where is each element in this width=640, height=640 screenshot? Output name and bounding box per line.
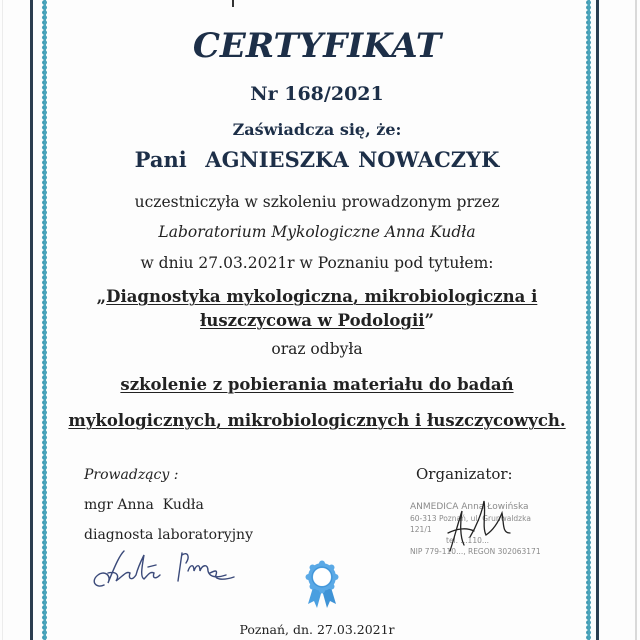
instructor-name: mgr Anna Kudła [84,497,204,513]
close-quote: ” [424,311,434,330]
border-dark-left [30,0,33,640]
extra-training-line-1-text: szkolenie z pobierania materiału do badań [120,375,514,394]
course-title-line-1-text: Diagnostyka mykologiczna, mikrobiologiczna i [106,287,538,306]
scan-edge-right [635,0,637,640]
scan-edge-left [2,0,3,640]
organizer-label: Organizator: [416,465,513,483]
certificate-title: CERTYFIKAT [192,26,442,66]
and-text: oraz odbyła [271,340,363,358]
participation-text: uczestniczyła w szkoleniu prowadzonym przez [134,193,500,211]
instructor-label: Prowadzący : [84,467,179,483]
course-title-line-1 [48,285,586,309]
stamp-line-3: tel. ...110... [446,536,490,545]
recipient-name [48,147,586,172]
top-ornament-mark [232,0,234,7]
extra-training-line-1 [48,367,586,403]
award-rosette-icon [304,560,340,612]
date-place-text: w dniu 27.03.2021r w Poznaniu pod tytułem: [140,254,494,272]
certificate-number: Nr 168/2021 [250,83,384,105]
border-dark-right [596,0,599,640]
attestation-text: Zaświadcza się, że: [232,120,402,139]
course-title-line-2 [48,309,586,333]
open-quote: „ [96,287,107,306]
stamp-line-4: NIP 779-110..., REGON 302063171 [410,547,541,556]
recipient-name-text: Pani AGNIESZKA NOWACZYK [134,147,500,172]
extra-training [48,367,586,439]
border-teal-scalloped-left [42,0,47,640]
extra-training-line-2-text: mykologicznych, mikrobiologicznych i łuszczycowych. [68,411,566,430]
instructor-block [84,467,253,557]
stamp-line-2: 60-313 Poznań, ul. Grunwaldzka 121/1 [410,514,531,534]
extra-training-line-2 [48,403,586,439]
instructor-signature-icon [86,545,246,593]
place-and-date: Poznań, dn. 27.03.2021r [239,622,395,637]
organizer-signature-icon [440,493,520,555]
stamp-line-1: ANMEDICA Anna Łowińska [410,502,529,512]
provider-name: Laboratorium Mykologiczne Anna Kudła [158,223,476,241]
course-title [48,285,586,333]
course-title-line-2-text: łuszczycowa w Podologii [199,311,425,330]
border-teal-scalloped-right [586,0,591,640]
instructor-title: diagnosta laboratoryjny [84,527,253,543]
